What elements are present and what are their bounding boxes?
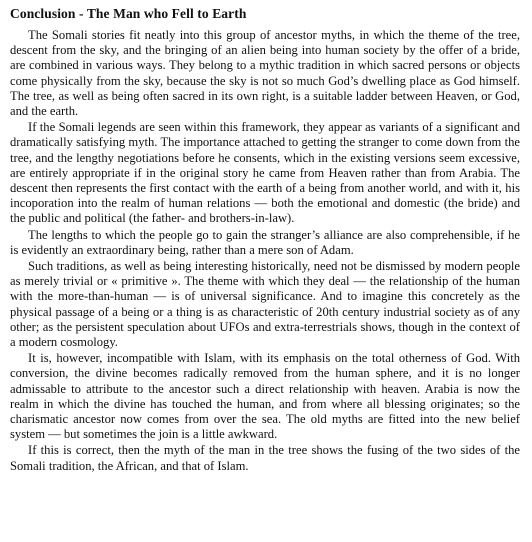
paragraph-2: If the Somali legends are seen within this framework, they appear as variants of a significant and dramatically satisfying myth. The importance attached to getting the stranger to come down from the tree, and the lengthy negotiations before he consents, which in the existing versions seem excessive, are entirely appropriate if in the original story he came from Heaven rather than from Arabia. The descent then represents the first contact with the earth of a being from another world, and with it, his incoporation into the realm of human relations — both the emotional and domestic (the bride) and the public and political (the father- and brothers-in-law).	[10, 120, 520, 226]
paragraph-6: If this is correct, then the myth of the man in the tree shows the fusing of the two sides of the Somali tradition, the African, and that of Islam.	[10, 443, 520, 473]
document-page	[10, 6, 520, 474]
section-heading: Conclusion - The Man who Fell to Earth	[10, 6, 247, 21]
paragraph-5: It is, however, incompatible with Islam, with its emphasis on the total otherness of God. With conversion, the divine becomes radically removed from the human sphere, and it is no longer admissable to attribute to the ancestor such a direct relationship with heaven. Arabia is now the realm in which the divine has touched the human, and from where all blessing originates; so the charismatic ancestor now comes from over the sea. The old myths are fitted into the new belief system — but sometimes the join is a little awkward.	[10, 351, 520, 442]
paragraph-4: Such traditions, as well as being interesting historically, need not be dismissed by modern people as merely trivial or « primitive ». The theme with which they deal — the relationship of the human with the more-than-human — is of universal significance. And to imagine this concretely as the physical passage of a being or a thing is as characteristic of 20th century industrial society as of any other; as the persistent speculation about UFOs and extra-terrestrials shows, though in the context of a modern cosmology.	[10, 259, 520, 350]
paragraph-3: The lengths to which the people go to gain the stranger’s alliance are also comprehensible, if he is evidently an extraordinary being, rather than a mere son of Adam.	[10, 227, 520, 257]
paragraph-1: The Somali stories fit neatly into this group of ancestor myths, in which the theme of the tree, descent from the sky, and the bringing of an alien being into human society by the offer of a bride, are combined in various ways. They belong to a mythic tradition in which sacred persons or objects come physically from the sky, because the sky is not so much God’s dwelling place as God himself. The tree, as well as being often sacred in its own right, is a suitable ladder between Heaven, or God, and the earth.	[10, 28, 520, 119]
